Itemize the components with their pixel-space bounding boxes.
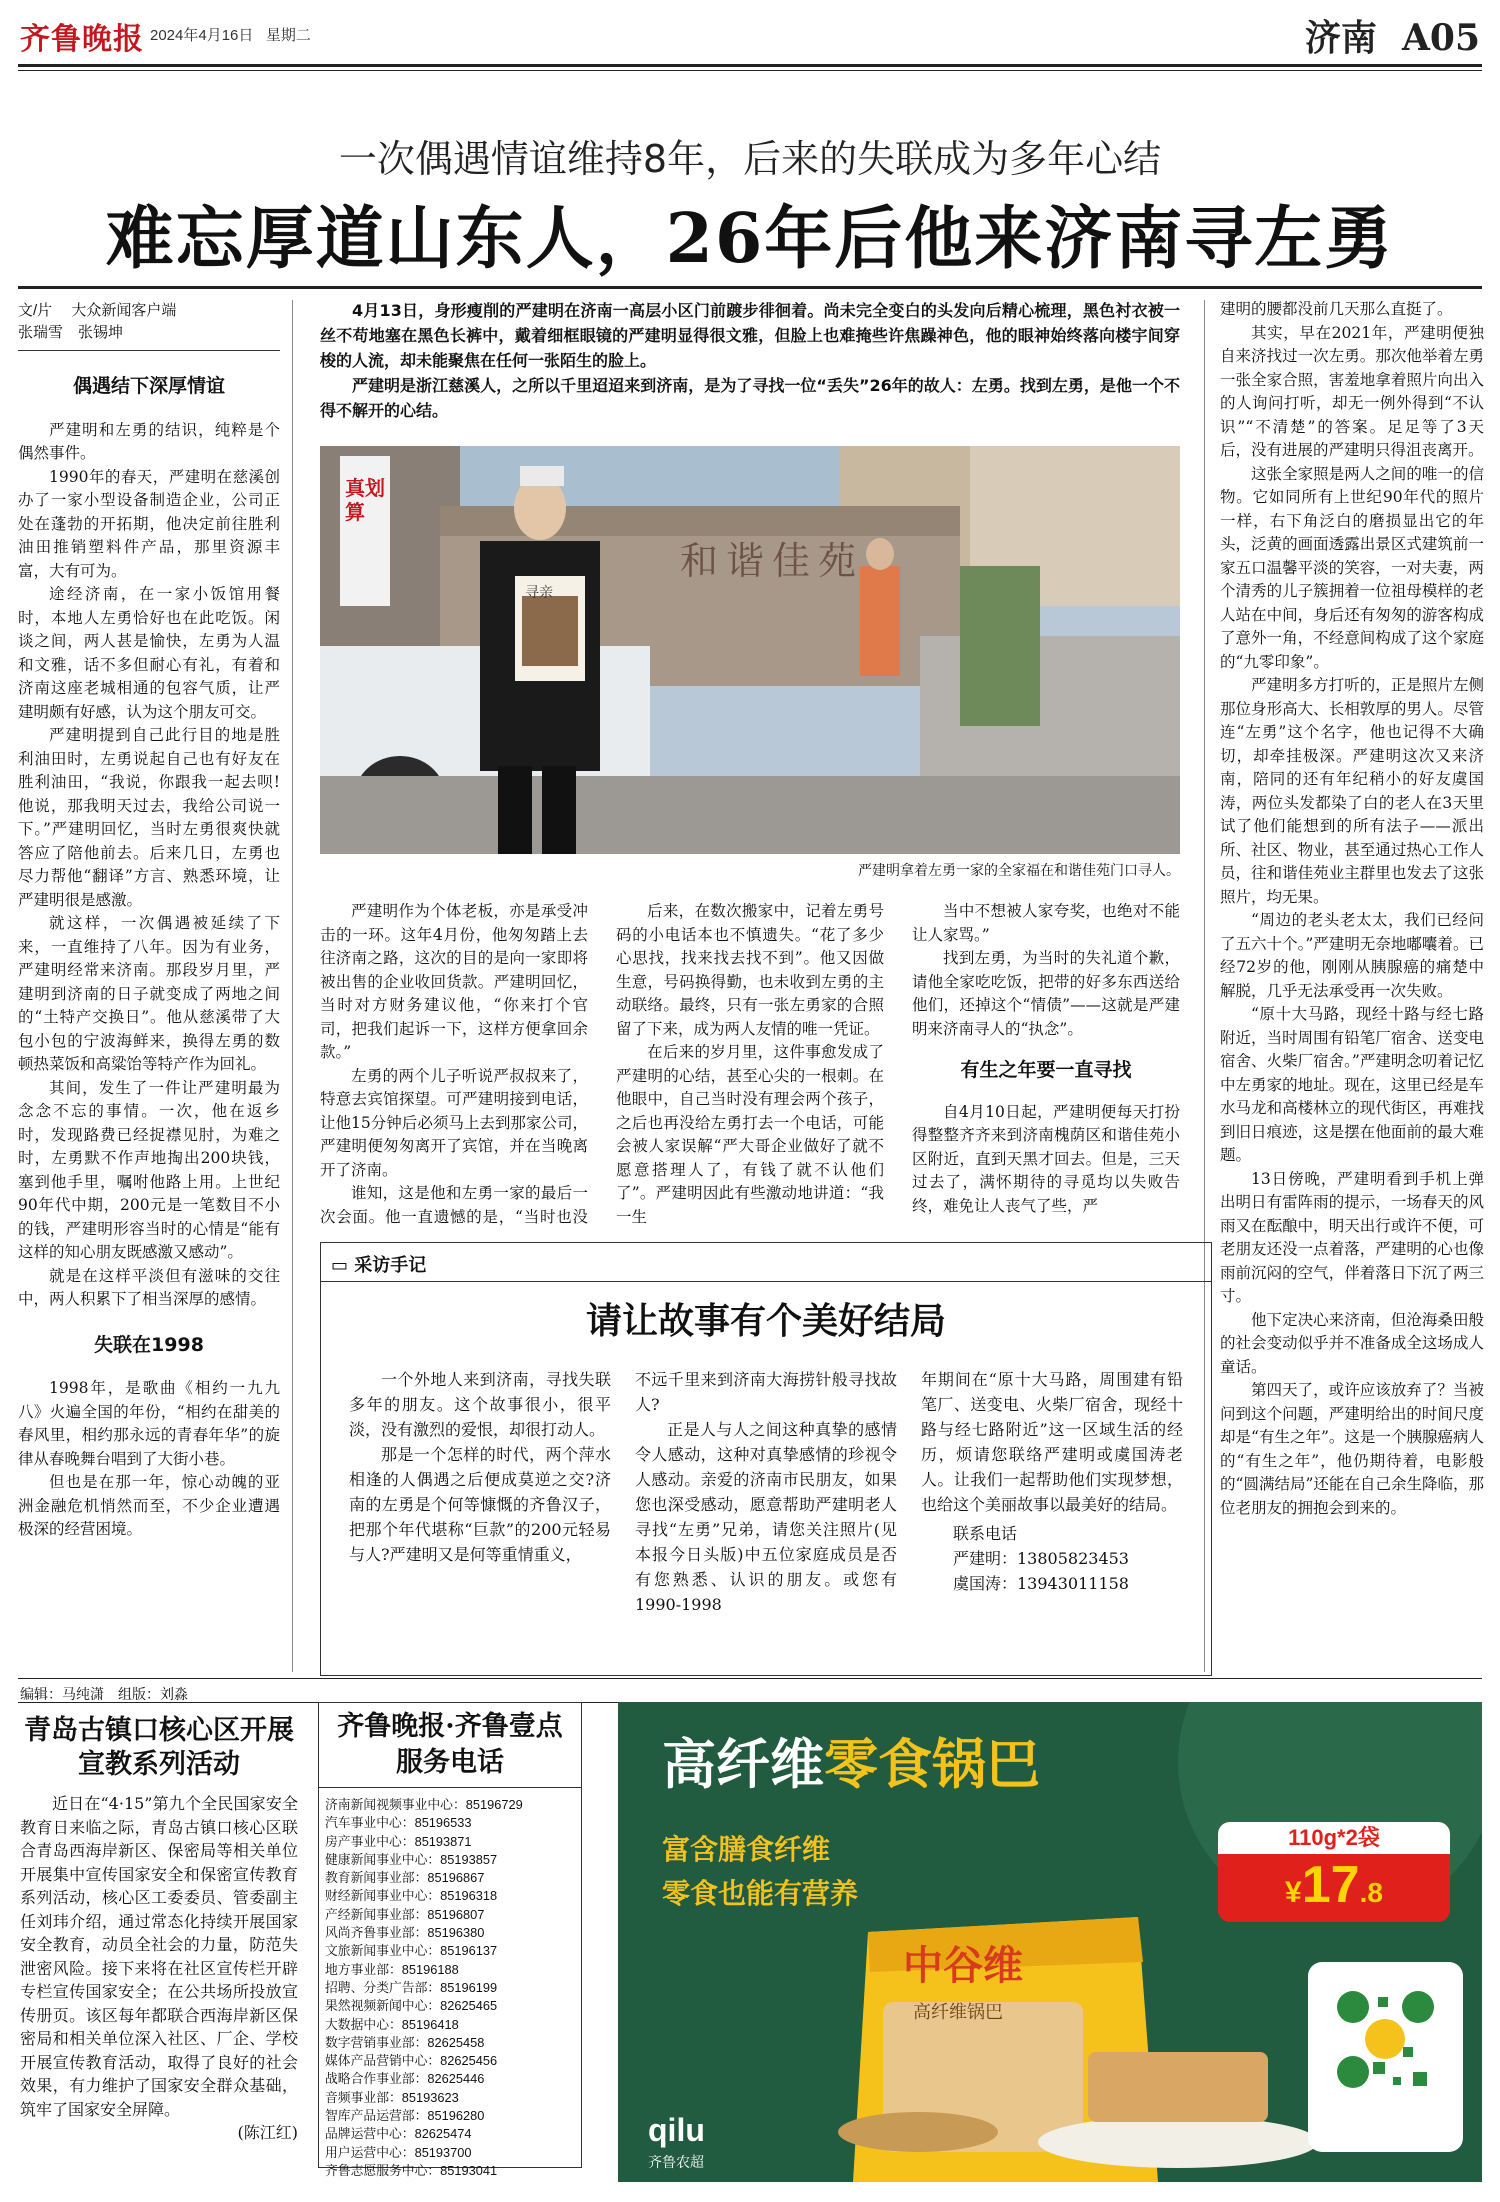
- section-name: 济南: [1304, 17, 1377, 59]
- service-item: 果然视频新闻中心：82625465: [325, 1998, 498, 2014]
- paragraph: “原十大马路，现经十路与经七路附近，当时周围有铅笔厂宿舍、送变电宿舍、火柴厂宿舍。”严建明念叨着记忆中左勇家的地址。现在，这里已经是车水马龙和高楼林立的现代街区，再难找到旧日痕迹，这是摆在他面前的最大难题。: [1220, 1005, 1484, 1164]
- ad-logo-sub: 齐鲁农超: [648, 2155, 704, 2171]
- section-heading-2: 失联在1998: [94, 1333, 204, 1356]
- lead-paragraph: 4月13日，身形瘦削的严建明在济南一高层小区门前踱步徘徊着。尚未完全变白的头发向后精心梳理，黑色衬衣被一丝不苟地塞在黑色长裤中，戴着细框眼镜的严建明显得很文雅，但脸上也难掩些许焦躁神色，他的眼神始终落向楼宇间穿梭的人流，却未能聚焦在任何一张陌生的脸上。: [320, 301, 1180, 370]
- service-item: 齐鲁志愿服务中心：85193041: [325, 2162, 498, 2178]
- paragraph: 严建明作为个体老板，亦是承受冲击的一环。这年4月份，他匆匆踏上去往济南之路，这次的目的是向一家即将被出售的企业收回货款。严建明回忆，当时对方财务建议他，“你来打个官司，把我们起诉一下，这样方便拿回余款。”: [320, 902, 588, 1061]
- paragraph: 找到左勇，为当时的失礼道个歉，请他全家吃吃饭，把带的好多东西送给他们，还掉这个“情债”——这就是严建明来济南寻人的“执念”。: [912, 949, 1180, 1038]
- service-list: [319, 1796, 581, 2180]
- note-column-2: [635, 1367, 897, 1617]
- editor-credit: 编辑：马纯潇 组版：刘淼: [20, 1686, 188, 1702]
- section-heading-1: 偶遇结下深厚情谊: [72, 375, 225, 397]
- issue-weekday: 星期二: [265, 27, 311, 44]
- note-tag: [331, 1251, 426, 1277]
- paragraph: 严建明和左勇的结识，纯粹是个偶然事件。: [18, 420, 280, 462]
- advertisement: [618, 1702, 1482, 2182]
- paragraph: 那是一个怎样的时代，两个萍水相逢的人偶遇之后便成莫逆之交?济南的左勇是个何等慷慨的齐鲁汉子，把那个年代堪称“巨款”的200元轻易与人?严建明又是何等重情重义，: [349, 1445, 611, 1564]
- byline-rule: [18, 350, 280, 351]
- lead-paragraph: 严建明是浙江慈溪人，之所以千里迢迢来到济南，是为了寻找一位“丢失”26年的故人：左勇。找到左勇，是他一个不得不解开的心结。: [320, 376, 1180, 420]
- price-integer: 17: [1301, 1856, 1360, 1914]
- service-item: 文旅新闻事业中心：85196137: [325, 1943, 498, 1959]
- ad-line1: 富含膳食纤维: [662, 1833, 831, 1866]
- service-item: 汽车事业中心：85196533: [325, 1815, 472, 1831]
- service-item: 地方事业部：85196188: [325, 1961, 459, 1977]
- note-column-1: [349, 1367, 611, 1567]
- paragraph: 其实，早在2021年，严建明便独自来济找过一次左勇。那次他举着左勇一张全家合照，害羞地拿着照片向出入的人询问打听，却无一例外得到“不认识”“不清楚”的答案。足足等了3天后，没有进展的严建明只得沮丧离开。: [1220, 323, 1484, 459]
- shop-banner: 真划算: [345, 476, 385, 524]
- photo-caption: 严建明拿着左勇一家的全家福在和谐佳苑门口寻人。: [858, 863, 1180, 879]
- price-symbol: ¥: [1285, 1876, 1302, 1909]
- service-item: 智库产品运营部：85196280: [325, 2108, 485, 2124]
- photo-illustration: [320, 446, 1180, 854]
- headline-rule: [18, 286, 1482, 289]
- interview-note-box: [320, 1242, 1212, 1676]
- paragraph: 正是人与人之间这种真挚的感情令人感动，这种对真挚感情的珍视令人感动。亲爱的济南市民朋友，如果您也深受感动，愿意帮助严建明老人寻找“左勇”兄弟，请您关注照片(见本报今日头版)中五位家庭成员是否有您熟悉、认识的朋友。或您有1990-1998: [635, 1420, 897, 1614]
- service-item: 房产事业中心：85193871: [325, 1833, 472, 1849]
- poster-title: 寻亲: [525, 585, 553, 601]
- column-3: [616, 900, 884, 1230]
- paragraph: 建明的腰都没前几天那么直挺了。: [1220, 300, 1453, 318]
- service-item: 健康新闻事业中心：85193857: [325, 1851, 498, 1867]
- paragraph: 后来，在数次搬家中，记着左勇号码的小电话本也不慎遗失。“花了多少心思找，找来找去找不到”。他又因做生意，号码换得勤，也未收到左勇的主动联络。最终，只有一张左勇家的合照留了下来，成为两人友情的唯一凭证。: [616, 902, 884, 1038]
- paragraph: 其间，发生了一件让严建明最为念念不忘的事情。一次，他在返乡时，发现路费已经捉襟见肘，为难之时，左勇默不作声地掏出200块钱，塞到他手里，嘱咐他路上用。上世纪90年代中期，200元是一笔数目不小的钱，严建明形容当时的心情是“能有这样的知心朋友既感激又感动”。: [18, 1078, 280, 1261]
- paragraph: 1998年，是歌曲《相约一九九八》火遍全国的年份，“相约在甜美的春风里，相约那永远的青春年华”的旋律从春晚舞台唱到了大街小巷。: [18, 1379, 280, 1468]
- paragraph: 就这样，一次偶遇被延续了下来，一直维持了八年。因为有业务，严建明经常来济南。那段岁月里，严建明到济南的日子就变成了两地之间的“土特产交换日”。他从慈溪带了大包小包的宁波海鲜来，换得左勇的数顿热菜饭和高粱饴等特产作为回礼。: [18, 914, 280, 1073]
- ad-product: 高纤维锅巴: [913, 2002, 1003, 2023]
- note-tag-label: 采访手记: [354, 1255, 427, 1276]
- service-item: 战略合作事业部：82625446: [325, 2071, 485, 2087]
- byline-org: 大众新闻客户端: [71, 302, 177, 319]
- ad-brand: 中谷维: [903, 1942, 1023, 1989]
- ad-title-a: 高纤维: [662, 1733, 824, 1796]
- price-value: [1218, 1854, 1450, 1916]
- masthead-logo: 齐鲁晚报: [20, 22, 144, 57]
- paragraph: 严建明提到自己此行目的地是胜利油田时，左勇说起自己也有好友在胜利油田，“我说，你跟我一起去呗!他说，那我明天过去，我给公司说一下。”严建明回忆，当时左勇很爽快就答应了陪他前去。后来几日，左勇也尽力帮他“翻译”方言、熟悉环境，让严建明很是感激。: [18, 726, 280, 909]
- page-label: [1305, 10, 1480, 61]
- column-5: [1220, 298, 1484, 1674]
- service-title: [319, 1709, 581, 1781]
- headline: 难忘厚道山东人，26年后他来济南寻左勇: [105, 199, 1395, 279]
- service-item: 风尚齐鲁事业部：85196380: [325, 1925, 485, 1941]
- section-heading-3: 有生之年要一直寻找: [960, 1059, 1132, 1081]
- paragraph: 这张全家照是两人之间的唯一的信物。它如同所有上世纪90年代的照片一样，右下角泛白的磨损显出它的年头，泛黄的画面透露出景区式建筑前一家五口温馨平淡的笑容，一对夫妻，两个清秀的儿子簇拥着一位祖母模样的老人站在中间，身后还有匆匆的游客构成了意外一角，不经意间构成了这个家庭的“九零印象”。: [1220, 464, 1484, 671]
- note-column-3: [921, 1367, 1183, 1596]
- price-decimal: .8: [1359, 1877, 1383, 1908]
- service-item: 品牌运营中心：82625474: [325, 2126, 472, 2142]
- news-photo: [320, 446, 1180, 854]
- paragraph: 当中不想被人家夸奖，也绝对不能让人家骂。”: [912, 902, 1180, 944]
- service-title-2: 服务电话: [396, 1747, 504, 1778]
- price-tag: [1218, 1822, 1450, 1922]
- paragraph: 谁知，这是他和左勇一家的最后一次会面。他一直遗憾的是，“当时也没: [320, 1184, 588, 1226]
- service-item: 数字营销事业部：82625458: [325, 2034, 485, 2050]
- paragraph: 不远千里来到济南大海捞针般寻找故人?: [635, 1370, 897, 1414]
- byline: [18, 300, 280, 344]
- service-item: 用户运营中心：85193700: [325, 2144, 472, 2160]
- note-title: 请让故事有个美好结局: [585, 1300, 946, 1342]
- paragraph: 途经济南，在一家小饭馆用餐时，本地人左勇恰好也在此吃饭。闲谈之间，两人甚是愉快，左勇为人温和文雅，话不多但耐心有礼，有着和济南这座老城相通的包容气质，让严建明颇有好感，认为这个朋友可交。: [18, 585, 280, 721]
- service-title-1: 齐鲁晚报·齐鲁壹点: [337, 1711, 563, 1742]
- paragraph: 他下定决心来济南，但沧海桑田般的社会变动似乎并不准备成全这场成人童话。: [1220, 1310, 1484, 1376]
- column-4: [912, 900, 1180, 1230]
- paragraph: 13日傍晚，严建明看到手机上弹出明日有雷阵雨的提示，一场春天的风雨又在酝酿中，明天出行或许不便，可老朋友还没一点着落，严建明的心也像雨前沉闷的空气，伴着落日下沉了两三寸。: [1220, 1169, 1484, 1305]
- masthead-rule-thin: [18, 70, 1482, 71]
- paragraph: 左勇的两个儿子听说严叔叔来了，特意去宾馆探望。可严建明接到电话，让他15分钟后必须马上去到那家公司，严建明便匆匆离开了宾馆，并在当晚离开了济南。: [320, 1066, 588, 1179]
- masthead-date: [150, 24, 311, 45]
- service-item: 音频事业部：85193623: [325, 2089, 459, 2105]
- qingdao-article: [20, 1704, 298, 2184]
- paragraph: 一个外地人来到济南，寻找失联多年的朋友。这个故事很小，很平淡，没有激烈的爱恨，却很打动人。: [349, 1370, 611, 1439]
- qingdao-title: 青岛古镇口核心区开展宣教系列活动: [24, 1715, 294, 1780]
- ad-title: [662, 1722, 1040, 1799]
- paragraph: 1990年的春天，严建明在慈溪创办了一家小型设备制造企业，公司正处在蓬勃的开拓期，他决定前往胜利油田推销塑料件产品，那里资源丰富，大有可为。: [18, 467, 280, 580]
- service-phone-box: [318, 1702, 582, 2178]
- paragraph: 但也是在那一年，惊心动魄的亚洲金融危机悄然而至，不少企业遭遇极深的经营困境。: [18, 1473, 280, 1538]
- qr-code-icon: [1323, 1977, 1448, 2102]
- paragraph: 就是在这样平淡但有滋味的交往中，两人积累下了相当深厚的感情。: [18, 1266, 280, 1308]
- byline-label: 文/片: [18, 302, 53, 319]
- complex-sign: 和谐佳苑: [680, 539, 865, 583]
- contact-line: 严建明：13805823453: [953, 1549, 1129, 1568]
- service-item: 媒体产品营销中心：82625456: [325, 2053, 498, 2069]
- lead-text: [320, 298, 1180, 423]
- issue-date: 2024年4月16日: [150, 27, 254, 44]
- subheadline: 一次偶遇情谊维持8年，后来的失联成为多年心结: [338, 137, 1162, 181]
- service-item: 招聘、分类广告部：85196199: [325, 1979, 498, 1995]
- column-divider: [292, 300, 293, 1672]
- service-item: 教育新闻事业部：85196867: [325, 1870, 485, 1886]
- paragraph: 年期间在“原十大马路，周围建有铅笔厂、送变电、火柴厂宿舍，现经十路与经七路附近”这一区域生活的经历，烦请您联络严建明或虞国涛老人。让我们一起帮助他们实现梦想，也给这个美丽故事以最美好的结局。: [921, 1370, 1183, 1514]
- service-item: 大数据中心：85196418: [325, 2016, 459, 2032]
- qingdao-body: [20, 1792, 298, 2145]
- column-2: [320, 900, 588, 1230]
- paragraph: 第四天了，或许应该放弃了？当被问到这个问题，严建明给出的时间尺度却是“有生之年”。这是一个胰腺癌病人的“有生之年”，他仍期待着，电影般的“圆满结局”还能在自己余生降临，那位老朋友的拥抱会到来的。: [1220, 1381, 1484, 1517]
- bottom-rule: [18, 1678, 1482, 1679]
- ad-logo: qilu: [648, 2112, 705, 2148]
- contact-label: 联系电话: [953, 1524, 1018, 1543]
- qingdao-author: (陈江红): [237, 2123, 298, 2142]
- page-number: A05: [1401, 17, 1480, 59]
- paragraph: 在后来的岁月里，这件事愈发成了严建明的心结，甚至心尖的一根刺。在他眼中，自己当时没有理会两个孩子，之后也再没给左勇打去一个电话，可能会被人家误解“严大哥企业做好了就不愿意搭理人了，有钱了就不认他们了”。严建明因此有些激动地讲道：“我一生: [616, 1043, 884, 1226]
- service-item: 济南新闻视频事业中心：85196729: [325, 1797, 523, 1812]
- paragraph: 自4月10日起，严建明便每天打扮得整整齐齐来到济南槐荫区和谐佳苑小区附近，直到天黑才回去。但是，三天过去了，满怀期待的寻觅均以失败告终，难免让人丧气了些，严: [912, 1102, 1180, 1215]
- service-rule: [319, 1787, 581, 1788]
- ad-line2: 零食也能有营养: [662, 1877, 859, 1910]
- note-rule: [321, 1281, 1211, 1282]
- note-icon: ▭: [331, 1255, 349, 1276]
- byline-authors: 张瑞雪 张锡坤: [18, 324, 124, 341]
- paragraph: “周边的老头老太太，我们已经问了五六十个。”严建明无奈地嘟囔着。已经72岁的他，刚刚从胰腺癌的痛楚中解脱，几乎无法承受再一次失败。: [1220, 911, 1484, 1000]
- paragraph: 近日在“4·15”第九个全民国家安全教育日来临之际，青岛古镇口核心区联合青岛西海岸新区、保密局等相关单位开展集中宣传国家安全和保密宣传教育系列活动，核心区工委委员、管委副主任刘玮介绍，通过常态化持续开展国家安全教育，动员全社会的力量，防范失泄密风险。接下来将在社区宣传栏开辟专栏宣传国家安全；在公共场所投放宣传册页。该区每年都联合西海岸新区保密局和相关单位深入社区、厂企、学校开展宣传教育活动，取得了良好的社会效果，有力维护了国家安全群众基础，筑牢了国家安全屏障。: [20, 1794, 298, 2119]
- price-spec: 110g*2袋: [1218, 1822, 1450, 1854]
- ad-title-b: 零食锅巴: [824, 1733, 1040, 1796]
- paragraph: 严建明多方打听的，正是照片左侧那位身形高大、长相敦厚的男人。尽管连“左勇”这个名字，他也记得不大确切，却牵挂极深。严建明这次又来济南，陪同的还有年纪稍小的好友虞国涛，两位头发都染了白的老人在3天里试了他们能想到的所有法子——派出所、社区、物业，甚至通过热心工作人员，往和谐佳苑业主群里也发去了这张照片，均无果。: [1220, 676, 1484, 906]
- contact-line: 虞国涛：13943011158: [953, 1574, 1129, 1593]
- service-item: 产经新闻事业部：85196807: [325, 1906, 485, 1922]
- masthead-rule: [18, 64, 1482, 67]
- service-item: 财经新闻事业中心：85196318: [325, 1888, 498, 1904]
- column-1: [18, 300, 280, 1700]
